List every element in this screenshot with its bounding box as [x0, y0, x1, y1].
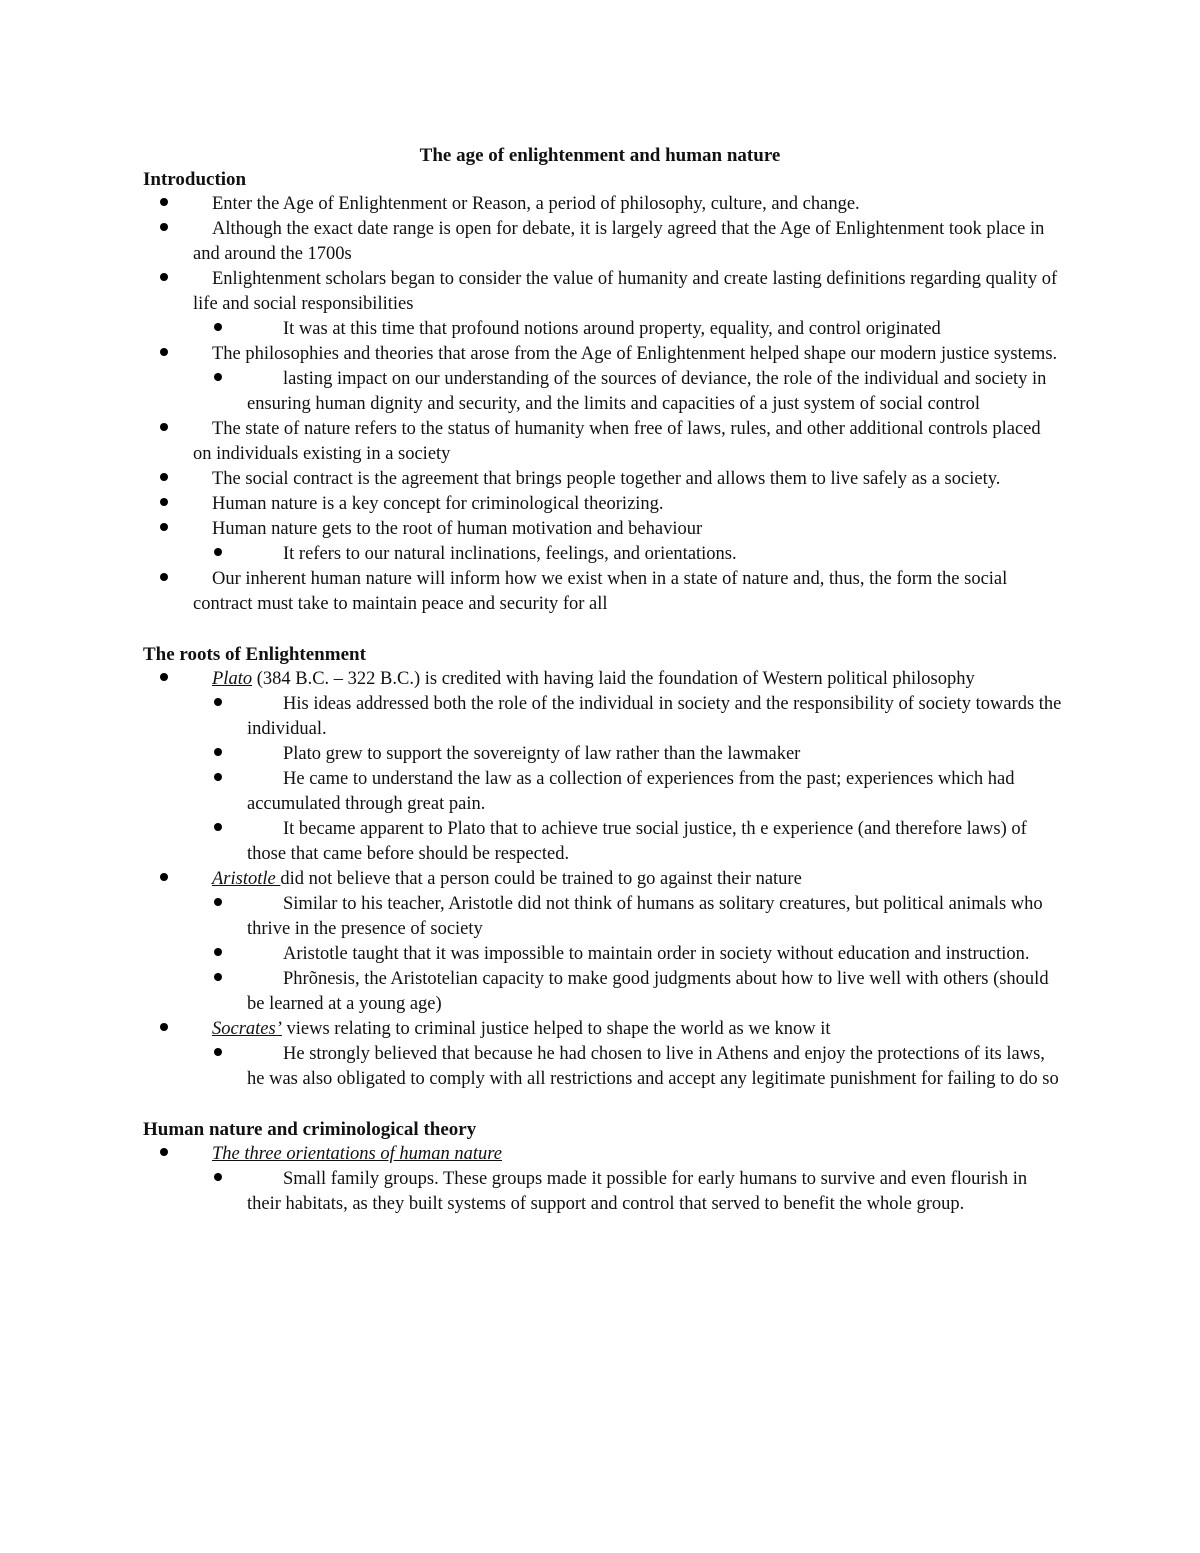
list-item	[143, 1142, 1063, 1167]
bullet-icon	[160, 198, 168, 206]
list-item: Enlightenment scholars began to consider the value of humanity and create lasting definitions regarding quality of life and social responsibilities	[143, 267, 1063, 317]
bullet-icon	[160, 523, 168, 531]
bullet-icon	[214, 323, 222, 331]
bullet-icon	[214, 1048, 222, 1056]
bullet-icon	[160, 223, 168, 231]
bullet-icon	[160, 423, 168, 431]
bullet-icon	[160, 348, 168, 356]
bullet-icon	[160, 473, 168, 481]
emphasis-name: Socrates’	[212, 1019, 282, 1039]
bullet-list	[143, 192, 1063, 617]
bullet-icon	[214, 948, 222, 956]
list-item: He strongly believed that because he had chosen to live in Athens and enjoy the protections of its laws, he was also obligated to comply with all restrictions and accept any legitimate punishment for failing to do so	[143, 1042, 1063, 1092]
section-heading: Introduction	[143, 169, 247, 190]
bullet-icon	[214, 898, 222, 906]
list-item: Aristotle did not believe that a person could be trained to go against their nature	[143, 867, 1063, 892]
bullet-icon	[160, 573, 168, 581]
list-item: It was at this time that profound notions around property, equality, and control originated	[143, 317, 1063, 342]
list-item: It refers to our natural inclinations, feelings, and orientations.	[143, 542, 1063, 567]
list-item: He came to understand the law as a collection of experiences from the past; experiences which had accumulated through great pain.	[143, 767, 1063, 817]
list-item: The state of nature refers to the status of humanity when free of laws, rules, and other additional controls placed on individuals existing in a society	[143, 417, 1063, 467]
document-title: The age of enlightenment and human nature	[419, 145, 781, 166]
emphasis-name: Plato	[212, 669, 253, 689]
bullet-icon	[160, 273, 168, 281]
section-roots-of-enlightenment	[143, 642, 1063, 1092]
list-item: His ideas addressed both the role of the individual in society and the responsibility of society towards the individual.	[143, 692, 1063, 742]
list-item: Phrõnesis, the Aristotelian capacity to make good judgments about how to live well with others (should be learned at a young age)	[143, 967, 1063, 1017]
bullet-icon	[160, 1148, 168, 1156]
bullet-icon	[214, 698, 222, 706]
list-item: Our inherent human nature will inform how we exist when in a state of nature and, thus, the form the social contract must take to maintain peace and security for all	[143, 567, 1063, 617]
bullet-icon	[214, 373, 222, 381]
bullet-icon	[214, 773, 222, 781]
list-item: Although the exact date range is open for debate, it is largely agreed that the Age of Enlightenment took place in and around the 1700s	[143, 217, 1063, 267]
bullet-icon	[214, 1173, 222, 1181]
bullet-list	[143, 1142, 1063, 1217]
list-item: Similar to his teacher, Aristotle did not think of humans as solitary creatures, but political animals who thrive in the presence of society	[143, 892, 1063, 942]
section-spacer	[143, 617, 1063, 642]
list-item: Enter the Age of Enlightenment or Reason, a period of philosophy, culture, and change.	[143, 192, 1063, 217]
section-human-nature-criminological-theory	[143, 1117, 1063, 1217]
emphasis-name: The three orientations of human nature	[212, 1144, 502, 1164]
document-body	[143, 167, 1063, 1217]
bullet-icon	[214, 748, 222, 756]
list-item: Socrates’ views relating to criminal justice helped to shape the world as we know it	[143, 1017, 1063, 1042]
list-item: Human nature gets to the root of human motivation and behaviour	[143, 517, 1063, 542]
bullet-icon	[214, 548, 222, 556]
emphasis-name: Aristotle	[212, 869, 281, 889]
list-item: Plato (384 B.C. – 322 B.C.) is credited with having laid the foundation of Western political philosophy	[143, 667, 1063, 692]
list-item: Aristotle taught that it was impossible to maintain order in society without education and instruction.	[143, 942, 1063, 967]
section-introduction	[143, 167, 1063, 617]
list-item: The social contract is the agreement that brings people together and allows them to live safely as a society.	[143, 467, 1063, 492]
section-heading: The roots of Enlightenment	[143, 644, 366, 665]
bullet-icon	[160, 873, 168, 881]
section-spacer	[143, 1092, 1063, 1117]
bullet-icon	[214, 973, 222, 981]
list-item: Plato grew to support the sovereignty of law rather than the lawmaker	[143, 742, 1063, 767]
list-item: The philosophies and theories that arose from the Age of Enlightenment helped shape our modern justice systems.	[143, 342, 1063, 367]
section-heading: Human nature and criminological theory	[143, 1119, 477, 1140]
bullet-icon	[214, 823, 222, 831]
list-item: Small family groups. These groups made it possible for early humans to survive and even flourish in their habitats, as they built systems of support and control that served to benefit the whole group.	[143, 1167, 1063, 1217]
list-item: It became apparent to Plato that to achieve true social justice, th e experience (and therefore laws) of those that came before should be respected.	[143, 817, 1063, 867]
bullet-icon	[160, 1023, 168, 1031]
list-item: Human nature is a key concept for criminological theorizing.	[143, 492, 1063, 517]
bullet-icon	[160, 673, 168, 681]
bullet-list	[143, 667, 1063, 1092]
bullet-icon	[160, 498, 168, 506]
list-item: lasting impact on our understanding of the sources of deviance, the role of the individual and society in ensuring human dignity and security, and the limits and capacities of a just system of social control	[143, 367, 1063, 417]
